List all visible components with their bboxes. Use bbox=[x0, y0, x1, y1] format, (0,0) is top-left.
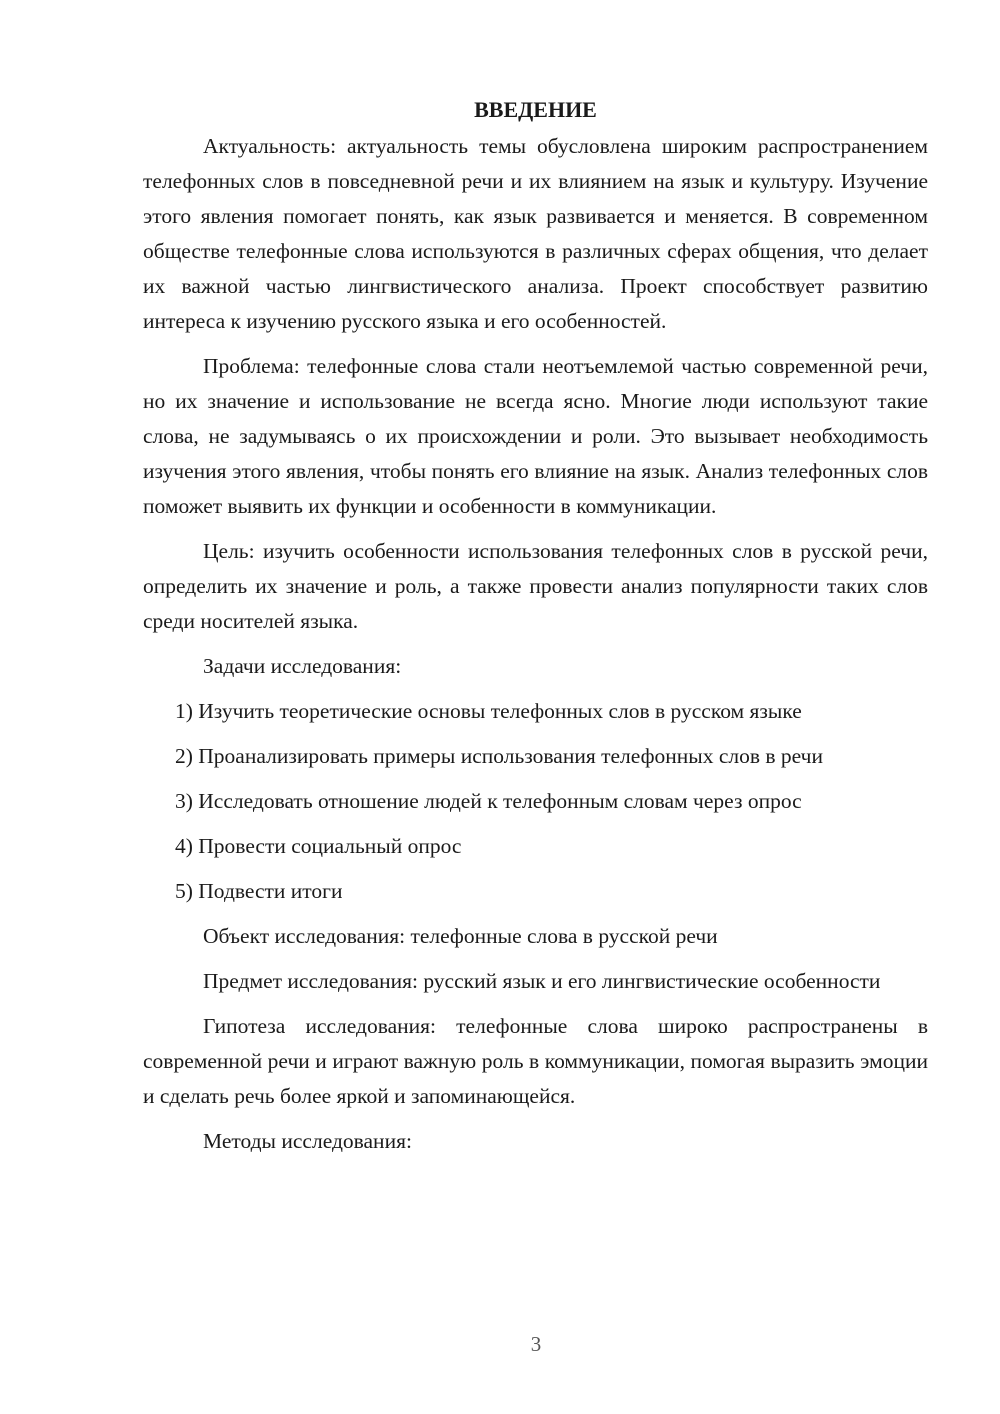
methods-heading: Методы исследования: bbox=[203, 1129, 412, 1153]
list-item: 2) Проанализировать примеры использования телефонных слов в речи bbox=[175, 744, 823, 768]
section-title: ВВЕДЕНИЕ bbox=[474, 97, 597, 122]
paragraph-relevance: Актуальность: актуальность темы обусловлена широким распространением телефонных слов в повседневной речи и их влиянием на язык и культуру. Изучение этого явления помогает понять, как язык развивается и меняется. В современном обществе телефонные слова используются в различных сферах общения, что делает их важной частью лингвистического анализа. Проект способствует развитию интереса к изучению русского языка и его особенностей. bbox=[143, 134, 928, 333]
list-item: 4) Провести социальный опрос bbox=[175, 834, 462, 858]
tasks-list bbox=[143, 694, 928, 909]
page-number: 3 bbox=[530, 1332, 542, 1356]
paragraph-problem: Проблема: телефонные слова стали неотъемлемой частью современной речи, но их значение и использование не всегда ясно. Многие люди используют такие слова, не задумываясь о их происхождении и роли. Это вызывает необходимость изучения этого явления, чтобы понять его влияние на язык. Анализ телефонных слов поможет выявить их функции и особенности в коммуникации. bbox=[143, 354, 928, 518]
document-page bbox=[143, 92, 928, 1169]
paragraph-subject: Предмет исследования: русский язык и его лингвистические особенности bbox=[203, 969, 881, 993]
tasks-heading: Задачи исследования: bbox=[203, 654, 402, 678]
paragraph-goal: Цель: изучить особенности использования телефонных слов в русской речи, определить их значение и роль, а также провести анализ популярности таких слов среди носителей языка. bbox=[143, 539, 928, 633]
list-item: 1) Изучить теоретические основы телефонных слов в русском языке bbox=[175, 699, 802, 723]
list-item: 5) Подвести итоги bbox=[175, 879, 343, 903]
paragraph-object: Объект исследования: телефонные слова в русской речи bbox=[203, 924, 718, 948]
list-item: 3) Исследовать отношение людей к телефонным словам через опрос bbox=[175, 789, 802, 813]
paragraph-hypothesis: Гипотеза исследования: телефонные слова широко распространены в современной речи и играют важную роль в коммуникации, помогая выразить эмоции и сделать речь более яркой и запоминающейся. bbox=[143, 1014, 928, 1108]
